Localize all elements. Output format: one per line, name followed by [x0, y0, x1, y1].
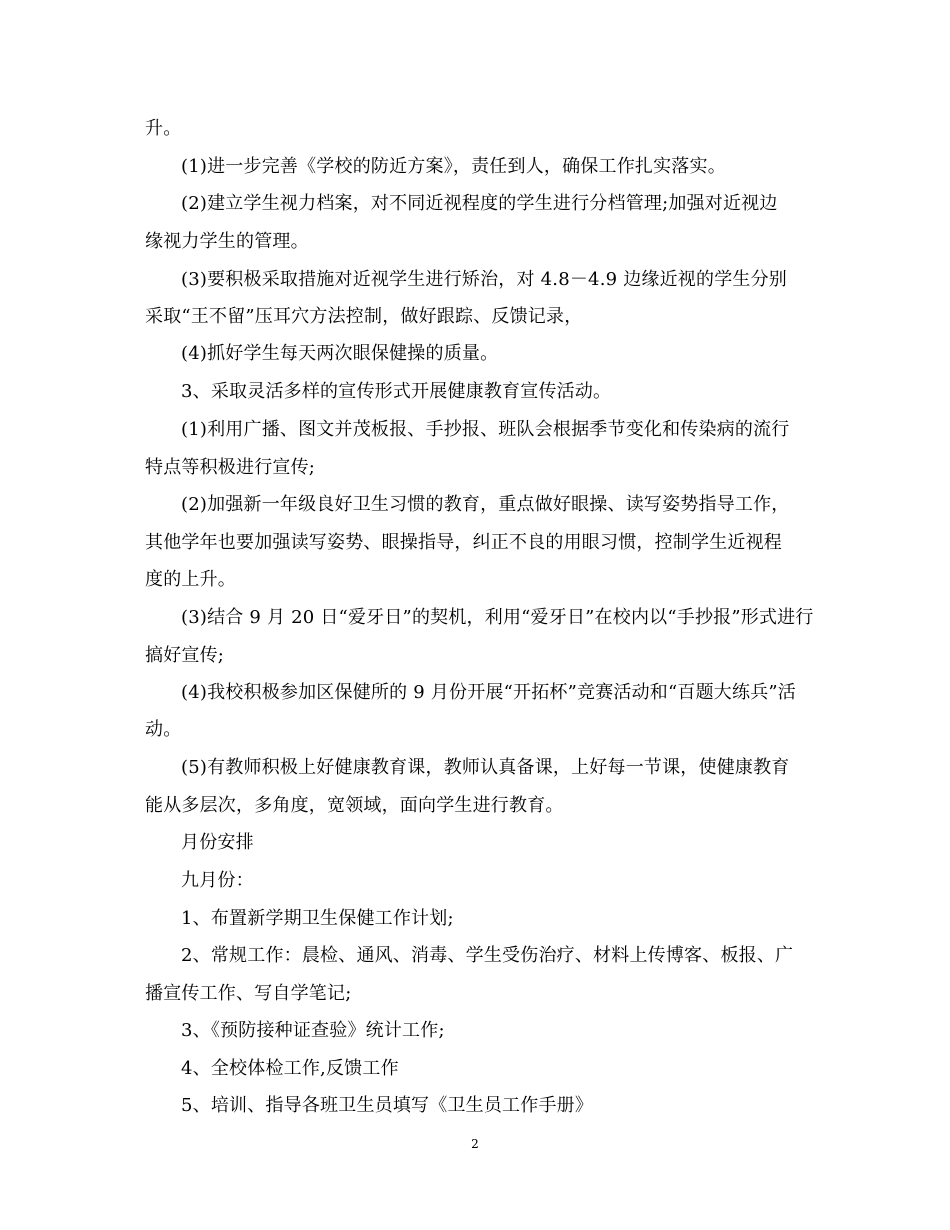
paragraph-line: (4)我校积极参加区保健所的 9 月份开展“开拓杯”竞赛活动和“百题大练兵”活	[181, 682, 796, 703]
paragraph-line: 升。	[145, 118, 182, 139]
subsection-heading: 九月份：	[181, 870, 254, 891]
paragraph-line: (4)抓好学生每天两次眼保健操的质量。	[181, 343, 499, 364]
paragraph-line: (1)进一步完善《学校的防近方案》，责任到人，确保工作扎实落实。	[181, 156, 726, 177]
paragraph-line: (2)建立学生视力档案，对不同近视程度的学生进行分档管理;加强对近视边	[181, 193, 778, 214]
page-number: 2	[471, 1137, 479, 1151]
list-item: 2、常规工作：晨检、通风、消毒、学生受伤治疗、材料上传博客、板报、广	[181, 945, 794, 966]
paragraph-line: (3)结合 9 月 20 日“爱牙日”的契机，利用“爱牙日”在校内以“手抄报”形式进行	[181, 607, 814, 628]
list-item: 3、《预防接种证查验》统计工作;	[181, 1020, 445, 1041]
paragraph-line: 能从多层次，多角度，宽领域，面向学生进行教育。	[145, 795, 564, 816]
paragraph-line: (1)利用广播、图文并茂板报、手抄报、班队会根据季节变化和传染病的流行	[181, 419, 790, 440]
list-item: 5、培训、指导各班卫生员填写《卫生员工作手册》	[181, 1095, 594, 1116]
paragraph-line: 特点等积极进行宣传;	[145, 457, 316, 478]
paragraph-line: 采取“王不留”压耳穴方法控制，做好跟踪、反馈记录，	[145, 306, 583, 327]
list-item: 1、布置新学期卫生保健工作计划;	[181, 908, 454, 929]
paragraph-line: (3)要积极采取措施对近视学生进行矫治，对 4.8－4.9 边缘近视的学生分别	[181, 269, 787, 290]
paragraph-line: 其他学年也要加强读写姿势、眼操指导，纠正不良的用眼习惯，控制学生近视程	[145, 532, 782, 553]
paragraph-line: 3、采取灵活多样的宣传形式开展健康教育宣传活动。	[181, 381, 612, 402]
paragraph-line: (5)有教师积极上好健康教育课，教师认真备课，上好每一节课，使健康教育	[181, 757, 790, 778]
paragraph-line: 度的上升。	[145, 569, 236, 590]
paragraph-line: 缘视力学生的管理。	[145, 231, 309, 252]
paragraph-line: 搞好宣传;	[145, 645, 225, 666]
section-heading: 月份安排	[181, 832, 254, 853]
list-item-continuation: 播宣传工作、写自学笔记;	[145, 983, 352, 1004]
paragraph-line: 动。	[145, 719, 182, 740]
paragraph-line: (2)加强新一年级良好卫生习惯的教育，重点做好眼操、读写姿势指导工作，	[181, 494, 790, 515]
list-item: 4、全校体检工作,反馈工作	[181, 1058, 399, 1079]
